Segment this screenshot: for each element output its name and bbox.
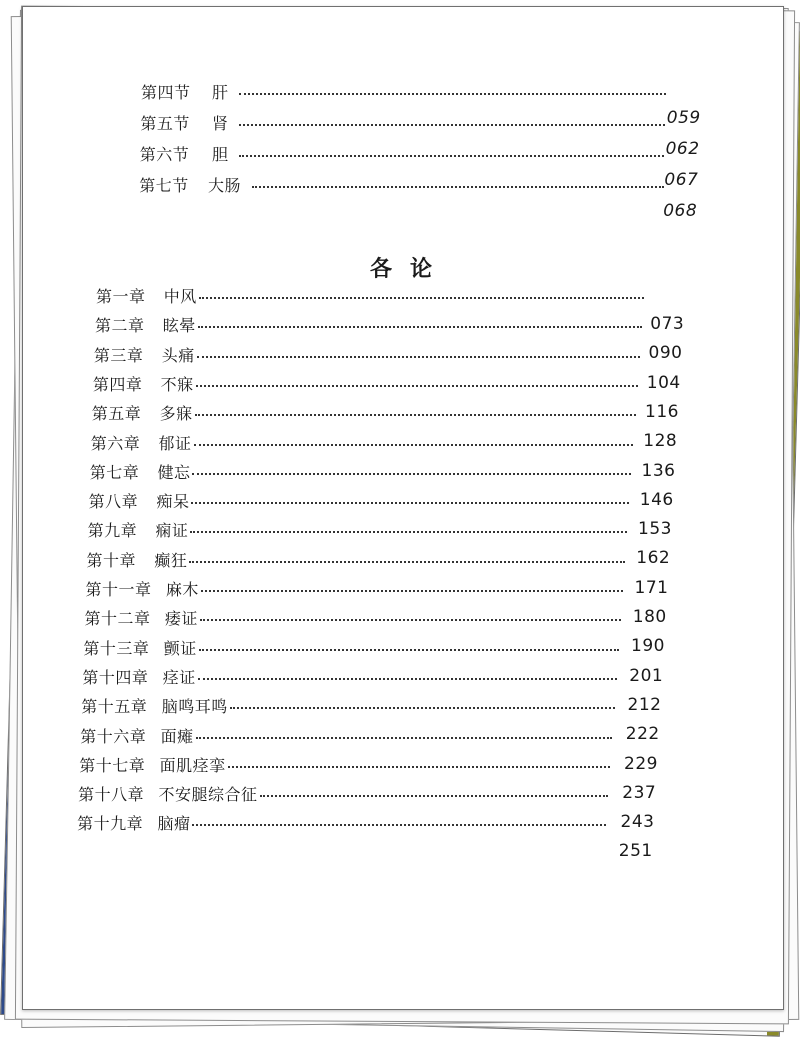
entry-topic: 痫证	[155, 521, 189, 541]
entry-label: 第三章	[93, 345, 144, 365]
page-number: 073	[650, 314, 685, 334]
entry-label: 第十九章	[77, 814, 144, 834]
toc-entry	[96, 284, 644, 314]
entry-label: 第四节	[141, 83, 191, 102]
entry-label: 第五章	[91, 404, 142, 424]
dot-leader	[198, 326, 642, 328]
toc-entry	[90, 460, 632, 490]
toc-entry	[89, 489, 630, 519]
toc-entry	[77, 811, 606, 841]
entry-topic: 脑瘤	[157, 814, 191, 834]
entry-topic: 眩晕	[162, 316, 196, 336]
entry-label: 第十四章	[82, 667, 149, 687]
dot-leader	[230, 707, 615, 709]
dot-leader	[201, 590, 623, 592]
entry-label: 第九章	[87, 521, 138, 541]
toc-entry	[88, 518, 628, 548]
entry-topic: 麻木	[165, 580, 199, 599]
entry-topic: 大肠	[207, 176, 241, 195]
dot-leader	[192, 473, 631, 475]
dot-leader	[190, 531, 627, 533]
entry-topic: 面瘫	[160, 726, 194, 746]
entry-topic: 胆	[211, 145, 229, 164]
entry-label: 第十八章	[78, 785, 145, 805]
toc-entry	[93, 372, 638, 402]
dot-leader	[239, 155, 664, 157]
page-number: 212	[627, 694, 662, 715]
page-number: 237	[622, 782, 657, 803]
toc-entry	[83, 636, 618, 666]
page-number: 128	[643, 431, 678, 452]
page-number: 104	[646, 372, 681, 393]
toc-entry	[81, 694, 614, 724]
entry-label: 第十二章	[84, 609, 151, 629]
entry-topic: 癫狂	[154, 550, 188, 570]
entry-topic: 肝	[212, 83, 229, 102]
entry-label: 第二章	[94, 316, 145, 336]
page-number: 222	[625, 724, 660, 745]
entry-topic: 中风	[163, 287, 197, 306]
toc-entry	[140, 111, 665, 141]
page-number: 116	[645, 401, 679, 422]
toc-entry	[91, 431, 634, 461]
entry-label: 第一章	[96, 287, 146, 306]
dot-leader	[239, 124, 665, 126]
entry-label: 第十六章	[80, 726, 147, 746]
entry-label: 第七章	[89, 462, 140, 482]
entry-label: 第四章	[92, 374, 143, 394]
entry-label: 第五节	[140, 114, 190, 133]
entry-label: 第十一章	[85, 580, 152, 599]
entry-topic: 不安腿综合征	[158, 785, 258, 805]
entry-label: 第八章	[88, 492, 139, 512]
page-number: 059	[666, 108, 701, 128]
toc-entry	[79, 753, 610, 783]
entry-topic: 不寐	[160, 374, 194, 394]
page-number: 251	[618, 841, 653, 862]
page-number: 190	[631, 636, 665, 657]
toc-entry	[80, 724, 612, 754]
entry-topic: 痴呆	[156, 492, 190, 512]
page-number: 243	[620, 812, 655, 833]
dot-leader	[199, 297, 644, 299]
dot-leader	[252, 186, 664, 188]
page-number: 180	[632, 607, 667, 627]
toc-entry	[78, 782, 608, 812]
entry-label: 第十章	[86, 550, 137, 570]
page-number: 201	[629, 665, 664, 686]
entry-topic: 脑鸣耳鸣	[161, 697, 228, 717]
entry-topic: 痉证	[162, 667, 196, 687]
entry-topic: 痿证	[164, 609, 198, 629]
dot-leader	[189, 561, 625, 563]
toc-entry	[86, 577, 624, 607]
toc-entry	[95, 313, 642, 343]
page-number: 229	[624, 753, 658, 774]
dot-leader	[228, 766, 611, 768]
entry-label: 第六节	[139, 145, 190, 164]
entry-topic: 面肌痉挛	[159, 755, 226, 775]
dot-leader	[260, 795, 609, 797]
toc-entry	[141, 80, 666, 110]
toc-entry	[87, 548, 626, 578]
toc-entry	[140, 142, 665, 172]
entry-label: 第十三章	[83, 638, 150, 658]
entry-topic: 颤证	[163, 638, 197, 658]
entry-label: 第十七章	[79, 755, 146, 775]
page-number: 062	[665, 139, 700, 159]
page-number: 067	[664, 170, 699, 190]
page-number: 068	[663, 201, 698, 221]
toc-entry	[139, 173, 663, 203]
dot-leader	[200, 619, 621, 621]
dot-leader	[196, 737, 613, 739]
page-number: 090	[648, 343, 683, 364]
page-number: 136	[641, 460, 676, 481]
page-number: 146	[639, 489, 674, 510]
dot-leader	[194, 444, 634, 446]
dot-leader	[199, 649, 619, 651]
entry-topic: 头痛	[161, 345, 195, 365]
dot-leader	[195, 414, 636, 416]
dot-leader	[239, 93, 666, 95]
page-number: 153	[638, 519, 672, 540]
dot-leader	[196, 385, 638, 387]
entry-label: 第十五章	[81, 697, 148, 717]
dot-leader	[198, 678, 617, 680]
dot-leader	[197, 356, 640, 358]
toc-entry	[92, 401, 636, 431]
part-title: 各论	[370, 257, 451, 282]
entry-topic: 多寐	[159, 404, 193, 424]
entry-topic: 郁证	[158, 433, 192, 453]
entry-topic: 健忘	[157, 462, 191, 482]
entry-topic: 肾	[211, 114, 229, 133]
dot-leader	[192, 824, 606, 826]
page-number: 162	[636, 548, 671, 569]
toc-entry	[82, 665, 616, 695]
dot-leader	[191, 502, 629, 504]
entry-label: 第六章	[90, 433, 141, 453]
entry-label: 第七节	[139, 176, 189, 195]
toc-entry	[84, 606, 620, 636]
toc-entry	[94, 343, 640, 373]
page-number: 171	[634, 577, 669, 598]
